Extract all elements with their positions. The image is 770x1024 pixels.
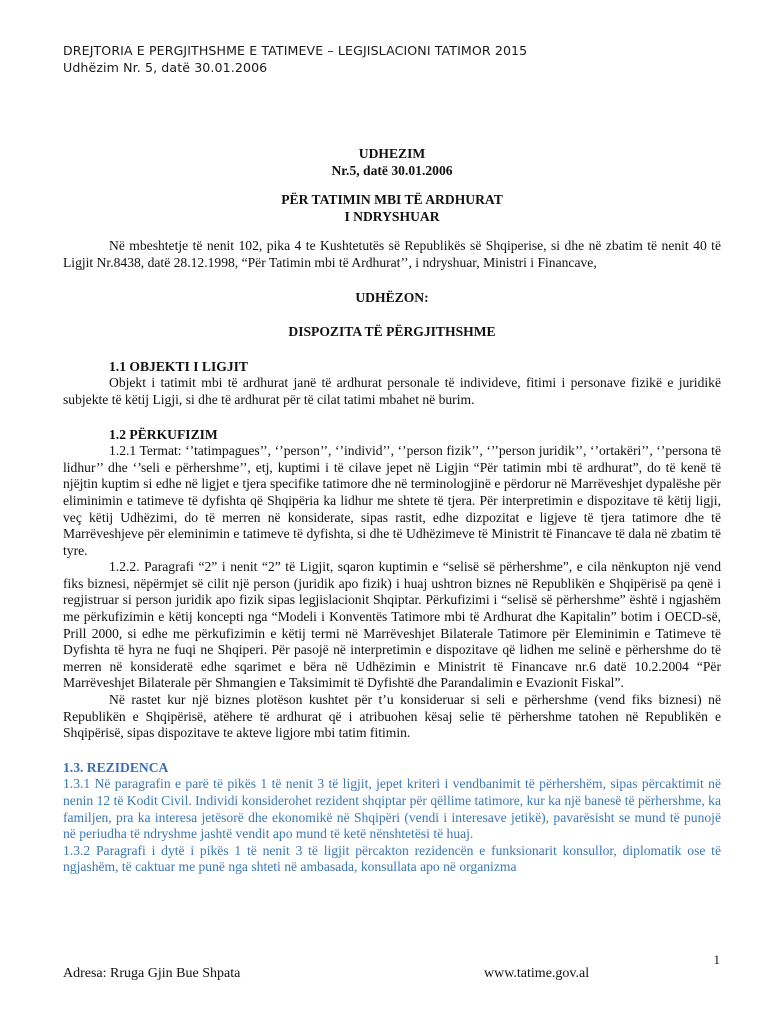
doc-number-date: Nr.5, datë 30.01.2006 (331, 162, 453, 178)
section-1-2-heading: 1.2 PËRKUFIZIM (109, 426, 218, 442)
header-line-2: Udhëzim Nr. 5, datë 30.01.2006 (63, 60, 268, 75)
section-1-2-2-paragraph: 1.2.2. Paragrafi “2” i nenit “2” të Ligjit, sqaron kuptimin e “selisë së përhershme”, e cila nënkupton një vend fiks biznesi, nëpërmjet së cilit një person (juridik apo fizik) i huaj ushtron biznes në Republikën e Shqipërisë pa qenë i regjistruar si person juridik apo fizik sipas legjislacionit Shqiptar. Përkufizimi i “selisë së përhershme” është i ngjashëm me përkufizimin e këtij koncepti nga “Modeli i Konventës Tatimore mbi të Ardhurat dhe Kapitalin” botim i OECD-së, Prill 2000, si edhe me përkufizimin e këtij termi në Marrëveshjet Bilaterale Tatimore për Eleminimin e Tatimeve të Dyfishta të hyra ne fuqi ne Shqiperi. Për pasojë në interpretimin e dispozitave që lidhen me selinë e përhershme do të merren në konsideratë edhe sqarimet e bëra në Udhëzimin e Ministrit të Financave nr.6 datë 10.2.2004 “Për Marrëveshjet Bilaterale për Shmangien e Taksimimit të Dyfishtë dhe Parandalimin e Evazionit Fiskal”. (63, 559, 721, 691)
footer-website-link[interactable]: www.tatime.gov.al (484, 966, 590, 981)
doc-subtitle-2: I NDRYSHUAR (344, 208, 440, 224)
preamble-paragraph: Në mbeshtetje të nenit 102, pika 4 te Kushtetutës së Republikës së Shqiperise, si dhe në zbatim të nenit 40 të Ligjit Nr.8438, datë 28.12.1998, “Për Tatimin mbi të Ardhurat’’, i ndryshuar, Ministri i Financave, (63, 238, 721, 270)
footer-address: Adresa: Rruga Gjin Bue Shpata (63, 966, 241, 981)
section-1-2-2-paragraph-2: Në rastet kur një biznes plotëson kushtet për t’u konsideruar si seli e përhershme (vend fiks biznesi) në Republikën e Shqipërisë, atëhere të ardhurat që i atribuohen kësaj selie të përhershme tatohen në Republikën e Shqipërisë, sipas dispozitave te akteve ligjore mbi tatim fitimin. (63, 692, 721, 741)
header-line-1: DREJTORIA E PERGJITHSHME E TATIMEVE – LEGJISLACIONI TATIMOR 2015 (63, 43, 528, 58)
page-number: 1 (713, 952, 720, 967)
section-1-3-2-paragraph: 1.3.2 Paragrafi i dytë i pikës 1 të nenit 3 të ligjit përcakton rezidencën e funksionarit konsullor, diplomatik ose të ngjashëm, të caktuar me punë nga shteti në ambasada, konsullata apo në organizma (63, 842, 721, 875)
doc-title: UDHEZIM (358, 146, 426, 161)
section-1-3-1-paragraph: 1.3.1 Në paragrafin e parë të pikës 1 të nenit 3 të ligjit, jepet kriteri i vendbanimit të përhershëm, sipas përcaktimit në nenin 12 të Kodit Civil. Individi konsiderohet rezident shqiptar për qëllime tatimore, kur ka një banesë të përhershme, ka familjen, pra ka interesa jetësorë dhe ekonomikë në Shqipëri (vendi i interesave jetikë), pavarësisht se mund të punojë në periudha të ndryshme jashtë vendit apo mund të ketë nënshtetësi të huaj. (63, 776, 721, 842)
section-1-1-paragraph: Objekt i tatimit mbi të ardhurat janë të ardhurat personale të individeve, fitimi i personave fizikë e juridikë subjekte të këtij Ligji, si dhe të ardhurat për të cilat tatimi mbahet në burim. (63, 375, 721, 407)
section-1-2-1-paragraph: 1.2.1 Termat: ‘’tatimpagues’’, ‘’person’’, ‘’individ’’, ‘’person fizik’’, ‘’’person juridik’’, ‘’ortakëri’’, ‘’persona të lidhur’’ dhe ‘’seli e përhershme’’, etj, kuptimi i të cilave jepet në Ligjin “Për tatimin mbi të ardhurat”, do të kenë të njëjtin kuptim si edhe në ligjet e tjera specifike tatimore dhe në terminologjinë e përdorur në Marrëveshjet dypalëshe për eliminimin e tatimeve të dyfishta që Shqipëria ka lidhur me shtete të tjera. Për interpretimin e dispozitave të këtij ligji, veç këtij Udhëzimi, do të merren në konsiderate, sipas rastit, edhe dizpozitat e ligjeve të tjera tatimore dhe të Marrëveshjeve për eleminimin e tatimeve të dyfishta, si dhe të Udhëzimeve të Ministrit të Financave të dala në zbatim të tyre. (63, 443, 721, 558)
section-1-1-heading: 1.1 OBJEKTI I LIGJIT (109, 358, 248, 374)
section-1-3-heading: 1.3. REZIDENCA (63, 759, 169, 775)
doc-subtitle-1: PËR TATIMIN MBI TË ARDHURAT (281, 192, 503, 208)
dispozita-heading: DISPOZITA TË PËRGJITHSHME (288, 324, 496, 340)
running-header (63, 42, 527, 76)
document-body (63, 146, 721, 876)
udhezon-heading: UDHËZON: (355, 289, 429, 305)
